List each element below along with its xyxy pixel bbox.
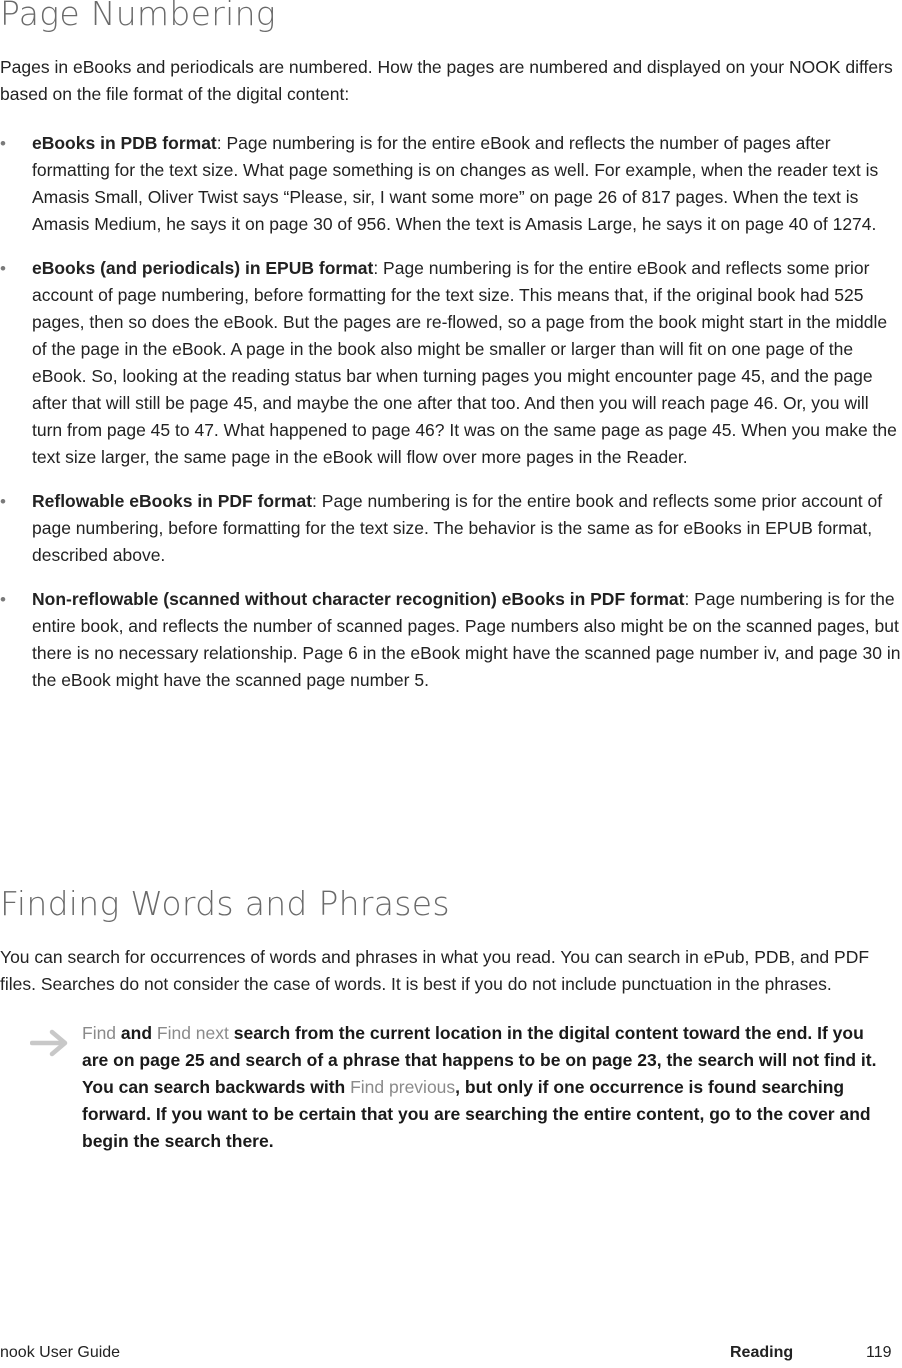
bullet-heading: Non-reflowable (scanned without character recognition) eBooks in PDF format	[32, 589, 685, 609]
footer-page-number: 119	[866, 1344, 892, 1361]
section-title-page-numbering: Page Numbering	[0, 0, 276, 33]
bullet-nonreflowable-pdf	[0, 586, 902, 694]
term-find-previous: Find previous	[350, 1077, 456, 1097]
term-find: Find	[82, 1023, 117, 1043]
note-text	[82, 1020, 882, 1155]
bullet-icon: •	[0, 492, 6, 511]
format-bullet-list	[0, 130, 902, 694]
bullet-pdb	[0, 130, 902, 238]
note-text-1: search from the current location in the digital content toward the end. If you are on page 25 and search of a phrase that happens to be on page 23, the search will not find it. You can search backwards with	[82, 1023, 877, 1097]
bullet-icon: •	[0, 259, 6, 278]
bullet-heading: eBooks in PDB format	[32, 133, 217, 153]
arrow-right-icon	[30, 1028, 70, 1058]
footer-section-name: Reading	[730, 1344, 794, 1361]
page-numbering-intro: Pages in eBooks and periodicals are numbered. How the pages are numbered and displayed on your NOOK differs based on the file format of the digital content:	[0, 57, 893, 104]
bullet-heading: eBooks (and periodicals) in EPUB format	[32, 258, 374, 278]
bullet-icon: •	[0, 134, 6, 153]
term-find-next: Find next	[156, 1023, 229, 1043]
footer-guide-title: nook User Guide	[0, 1344, 121, 1361]
section-title-finding-words: Finding Words and Phrases	[0, 884, 450, 923]
bullet-epub	[0, 255, 902, 471]
finding-words-intro: You can search for occurrences of words and phrases in what you read. You can search in ePub, PDB, and PDF files. Searches do not consider the case of words. It is best if you do not include punctuation in the phrases.	[0, 947, 870, 994]
bullet-text: : Page numbering is for the entire book, and reflects the number of scanned pages. Page numbers also might be on the scanned pages, but there is no necessary relationship. Page 6 in the eBook might have the scanned page number iv, and page 30 in the eBook might have the scanned page number 5.	[32, 589, 901, 690]
bullet-reflowable-pdf	[0, 488, 902, 569]
bullet-heading: Reflowable eBooks in PDF format	[32, 491, 313, 511]
note-text-2: , but only if one occurrence is found searching forward. If you want to be certain that you are searching the entire content, go to the cover and begin the search there.	[82, 1077, 871, 1151]
bullet-text: : Page numbering is for the entire book and reflects some prior account of page numbering, before formatting for the text size. The behavior is the same as for eBooks in EPUB format, described above.	[32, 491, 883, 565]
bullet-text: : Page numbering is for the entire eBook and reflects the number of pages after formatting for the text size. What page something is on changes as well. For example, when the reader text is Amasis Small, Oliver Twist says “Please, sir, I want some more” on page 26 of 817 pages. When the text is Amasis Medium, he says it on page 30 of 956. When the text is Amasis Large, he says it on page 40 of 1274.	[32, 133, 879, 234]
page-footer	[0, 1344, 902, 1368]
bullet-text: : Page numbering is for the entire eBook and reflects some prior account of page numbering, before formatting for the text size. This means that, if the original book had 525 pages, then so does the eBook. But the pages are re-flowed, so a page from the book might start in the middle of the page in the eBook. A page in the book also might be smaller or larger than will fit on one page of the eBook. So, looking at the reading status bar when turning pages you might encounter page 45, and the page after that will still be page 45, and maybe the one after that too. And then you will reach page 46. Or, you will turn from page 45 to 47. What happened to page 46? It was on the same page as page 45. When you make the text size larger, the same page in the eBook will flow over more pages in the Reader.	[32, 258, 897, 467]
note-and: and	[116, 1023, 157, 1043]
bullet-icon: •	[0, 590, 6, 609]
